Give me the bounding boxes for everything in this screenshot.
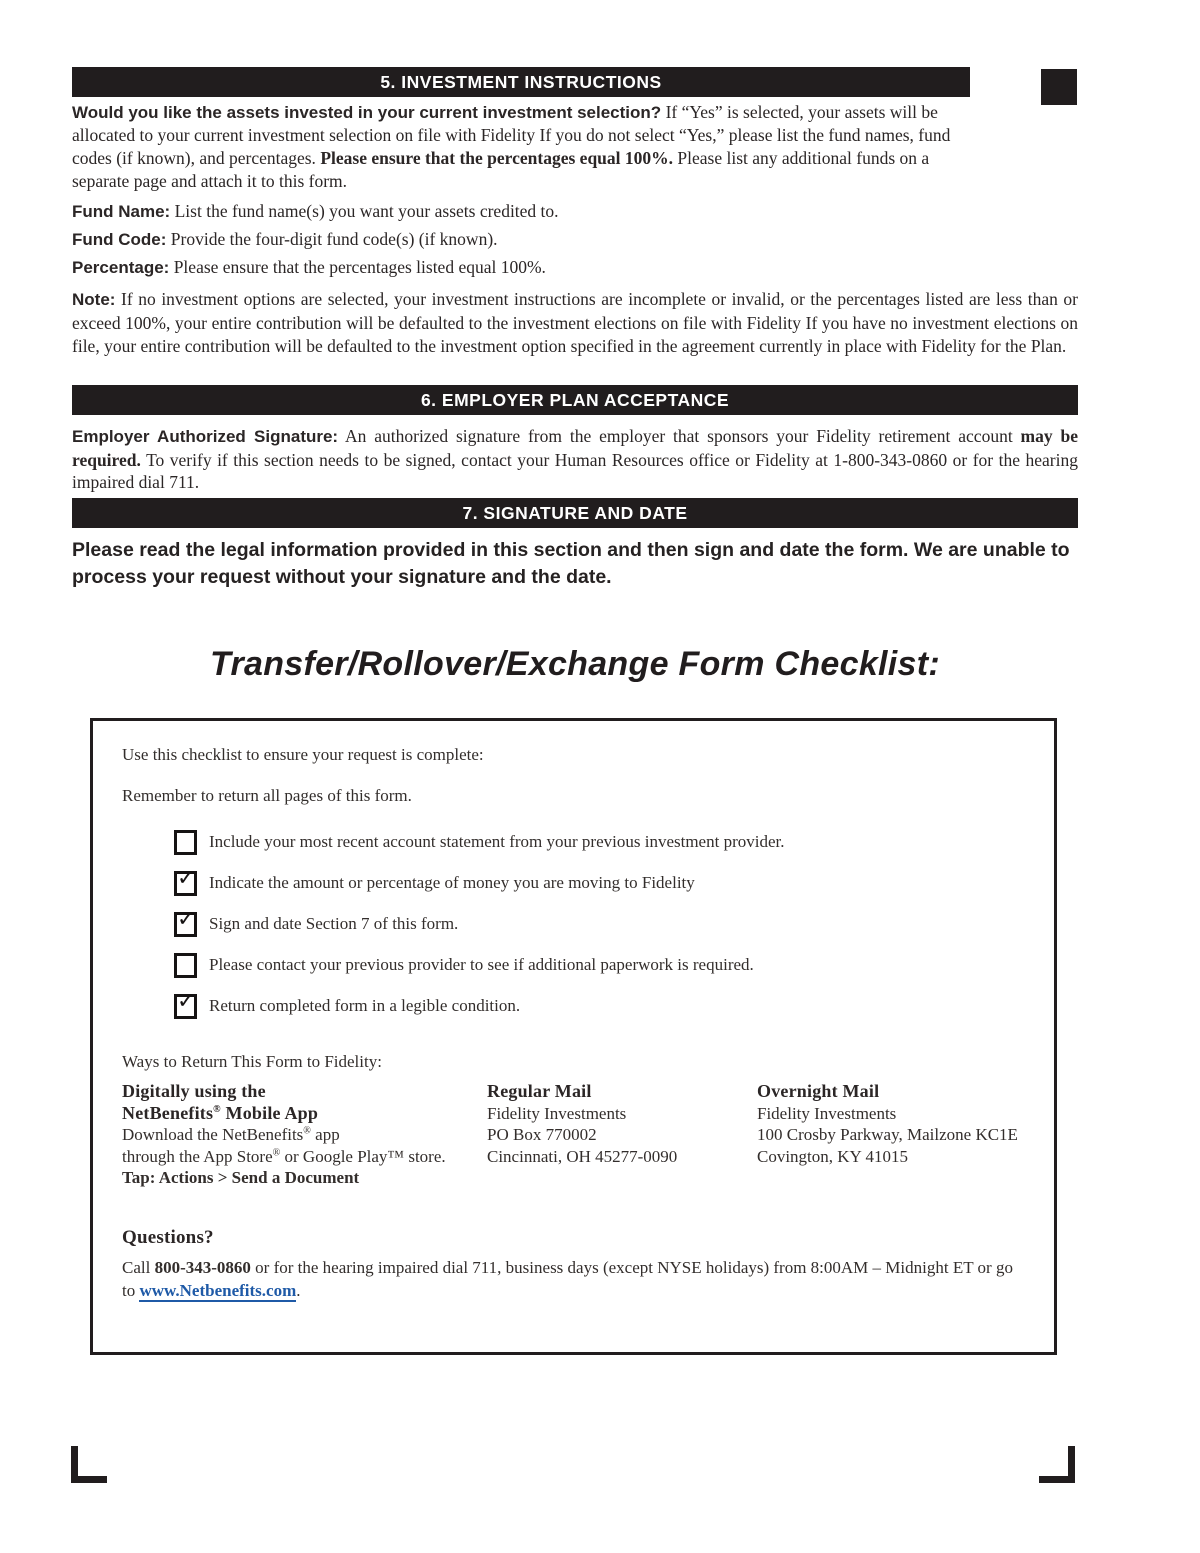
checklist-item-text: Please contact your previous provider to see if additional paperwork is required. xyxy=(209,954,754,974)
regular-mail-line: Fidelity Investments xyxy=(487,1103,627,1123)
overnight-mail-line: Fidelity Investments xyxy=(757,1103,897,1123)
checklist-item-text: Include your most recent account statement from your previous investment provider. xyxy=(209,831,785,851)
return-method-regular-mail xyxy=(487,1081,747,1167)
digital-line-download xyxy=(122,1124,492,1146)
app-word: app xyxy=(310,1125,340,1144)
digital-heading-line-2 xyxy=(122,1103,492,1125)
googleplay-text: or Google Play™ store. xyxy=(280,1146,446,1166)
checklist-item-contact-provider xyxy=(174,953,754,979)
questions-heading: Questions? xyxy=(122,1227,214,1248)
fund-code-text: Provide the four-digit fund code(s) (if known). xyxy=(166,229,498,249)
checklist-item-amount-percentage xyxy=(174,866,695,897)
percentage-text: Please ensure that the percentages listed equal 100%. xyxy=(169,257,546,277)
overnight-mail-heading: Overnight Mail xyxy=(757,1081,880,1101)
ways-to-return-heading: Ways to Return This Form to Fidelity: xyxy=(122,1052,382,1071)
employer-text-1: An authorized signature from the employer that sponsors your Fidelity retirement account xyxy=(338,426,1021,446)
registered-mark: ® xyxy=(213,1103,221,1115)
checkbox-legible-condition[interactable] xyxy=(174,989,197,1019)
checkbox-account-statement[interactable] xyxy=(174,830,197,855)
checklist-item-legible-condition xyxy=(174,989,521,1020)
section-7-title: 7. SIGNATURE AND DATE xyxy=(462,503,688,523)
registered-mark: ® xyxy=(303,1125,311,1137)
questions-contact-paragraph xyxy=(122,1257,1027,1302)
section-5-intro-paragraph xyxy=(72,101,978,193)
employer-signature-paragraph xyxy=(72,425,1078,494)
fund-name-text: List the fund name(s) you want your assets credited to. xyxy=(170,201,559,221)
section-6-title: 6. EMPLOYER PLAN ACCEPTANCE xyxy=(420,390,730,410)
fund-code-row xyxy=(72,225,1032,253)
percentage-label: Percentage: xyxy=(72,258,170,277)
section-5-title: 5. INVESTMENT INSTRUCTIONS xyxy=(380,72,662,92)
overnight-mail-line: 100 Crosby Parkway, Mailzone KC1E xyxy=(757,1125,1018,1144)
employer-bold-note: may be required. xyxy=(72,426,1078,470)
digital-line-stores xyxy=(122,1146,492,1168)
checklist-item-text: Sign and date Section 7 of this form. xyxy=(209,913,459,933)
overnight-mail-line: Covington, KY 41015 xyxy=(757,1146,908,1166)
note-paragraph xyxy=(72,288,1078,357)
section-7-header-bar xyxy=(72,498,1078,528)
checkbox-amount-percentage[interactable] xyxy=(174,866,197,896)
fund-field-definitions xyxy=(72,197,1032,281)
registration-square-mark xyxy=(1041,69,1077,105)
checklist-item-text: Return completed form in a legible condition. xyxy=(209,995,521,1015)
checkmark-icon: ✓ xyxy=(177,989,196,1014)
intro-question-label: Would you like the assets invested in your current investment selection? xyxy=(72,103,662,122)
return-method-overnight-mail xyxy=(757,1081,1047,1167)
crop-mark-bottom-left xyxy=(71,1476,107,1483)
intro-bold-note: Please ensure that the percentages equal 100%. xyxy=(320,148,674,168)
section-6-header-bar xyxy=(72,385,1078,415)
note-text: If no investment options are selected, your investment instructions are incomplete or invalid, or the percentages listed are less than or exceed 100%, your entire contribution will be defaulted to the investment elections on file with Fidelity If you have no investment elections on file, your entire contribution will be defaulted to the investment option specified in the agreement currently in place with Fidelity for the Plan. xyxy=(72,289,1078,356)
return-method-digital xyxy=(122,1081,492,1189)
crop-mark-bottom-right xyxy=(1039,1476,1075,1483)
registered-mark: ® xyxy=(272,1146,281,1158)
fund-name-row xyxy=(72,197,1032,225)
call-details-text: or for the hearing impaired dial 711, business days (except NYSE holidays) from 8:00AM – Midnight ET or go to xyxy=(122,1258,1013,1300)
checklist-intro-line-1: Use this checklist to ensure your request is complete: xyxy=(122,745,484,764)
percentage-row xyxy=(72,253,1032,281)
regular-mail-heading: Regular Mail xyxy=(487,1081,592,1101)
regular-mail-line: Cincinnati, OH 45277-0090 xyxy=(487,1146,678,1166)
digital-line-tap xyxy=(122,1167,492,1189)
employer-text-2: To verify if this section needs to be signed, contact your Human Resources office or Fidelity at 1-800-343-0860 or for the hearing impaired dial 711. xyxy=(72,449,1078,493)
checklist-item-text: Indicate the amount or percentage of money you are moving to Fidelity xyxy=(209,872,695,892)
appstore-text: through the App Store xyxy=(122,1146,273,1166)
checklist-page-title: Transfer/Rollover/Exchange Form Checklist: xyxy=(210,645,940,683)
fund-name-label: Fund Name: xyxy=(72,202,171,221)
netbenefits-link[interactable]: www.Netbenefits.com xyxy=(139,1280,297,1300)
regular-mail-line: PO Box 770002 xyxy=(487,1125,597,1144)
mobile-app-word: Mobile App xyxy=(220,1102,319,1123)
intro-text-1: If “Yes” is selected, your assets will be allocated to your current investment selection on file with Fidelity If you do not select “Yes,” please list the fund names, fund codes (if known), and percentages. xyxy=(72,102,951,168)
intro-text-2: Please list any additional funds on a separate page and attach it to this form. xyxy=(72,148,930,191)
checkbox-sign-date[interactable] xyxy=(174,907,197,937)
employer-signature-label: Employer Authorized Signature: xyxy=(72,427,339,446)
download-text: Download the NetBenefits xyxy=(122,1125,304,1144)
checklist-intro-line-2: Remember to return all pages of this form. xyxy=(122,786,412,805)
checklist-item-sign-date xyxy=(174,907,459,938)
checkmark-icon: ✓ xyxy=(177,907,196,932)
checkmark-icon: ✓ xyxy=(177,866,196,891)
checklist-item-account-statement xyxy=(174,830,784,856)
signature-instructions-paragraph: Please read the legal information provided in this section and then sign and date the form. We are unable to process your request without your signature and the date. xyxy=(72,539,1070,588)
section-5-header-bar xyxy=(72,67,970,97)
phone-number: 800-343-0860 xyxy=(154,1258,251,1277)
checkbox-contact-provider[interactable] xyxy=(174,953,197,978)
call-period: . xyxy=(296,1280,301,1300)
fund-code-label: Fund Code: xyxy=(72,230,167,249)
tap-label: Tap: xyxy=(122,1168,156,1187)
checklist-box xyxy=(90,718,1057,1355)
note-label: Note: xyxy=(72,290,116,309)
digital-heading-line-1: Digitally using the xyxy=(122,1081,266,1101)
netbenefits-word: NetBenefits xyxy=(122,1102,214,1123)
tap-path: Actions > Send a Document xyxy=(155,1168,360,1187)
call-word: Call xyxy=(122,1258,155,1277)
